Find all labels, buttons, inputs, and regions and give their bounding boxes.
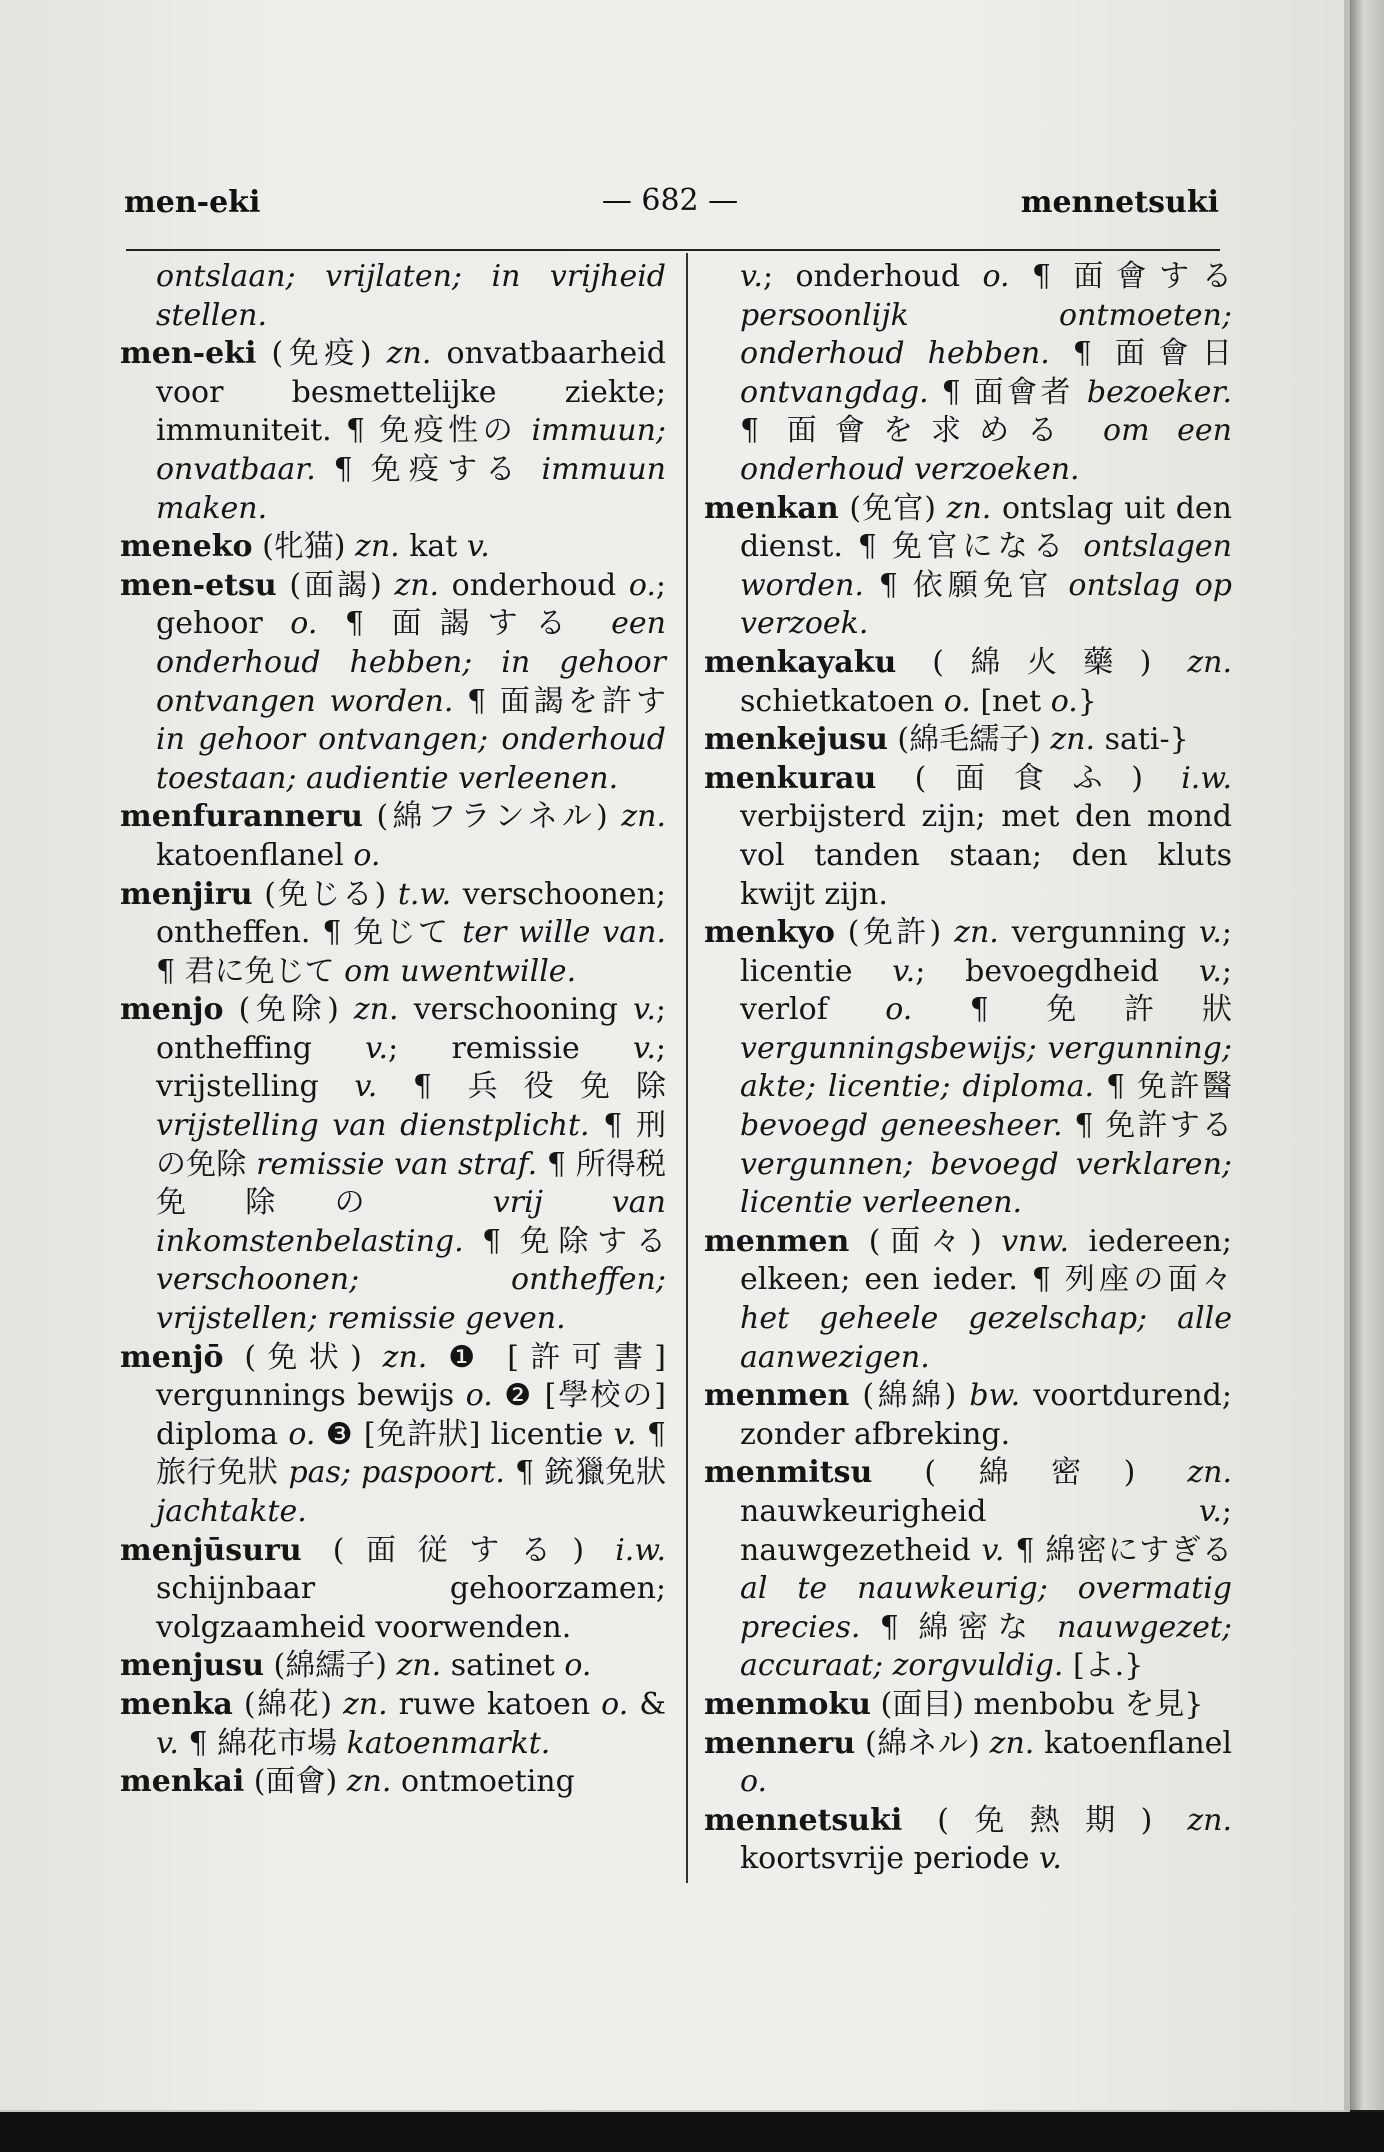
dictionary-entry — [120, 1686, 666, 1763]
dictionary-entry — [704, 1686, 1232, 1725]
dictionary-entry — [120, 991, 666, 1338]
italic-gloss: jachtakte. — [156, 1494, 307, 1529]
entry-text: (免除) — [223, 992, 354, 1028]
entry-text: ¶ 綿花市場 — [178, 1725, 347, 1761]
italic-gloss: immuun; onvatbaar. — [156, 413, 666, 487]
dictionary-entry — [704, 490, 1232, 644]
entry-text: [よ.} — [1063, 1648, 1144, 1684]
entry-text: ❷ [學校の] diploma — [156, 1378, 666, 1452]
italic-gloss: in gehoor ontvangen; onderhoud toestaan; audientie verleenen. — [156, 722, 666, 796]
headword: menkejusu — [704, 722, 888, 758]
dictionary-entry — [704, 914, 1232, 1223]
column-divider — [686, 253, 688, 1883]
left-column — [120, 258, 666, 1802]
entry-text: (面目) menbobu を見} — [871, 1686, 1204, 1722]
running-head-left: men-eki — [124, 185, 261, 220]
italic-gloss: v. — [354, 1069, 378, 1105]
entry-text: kat — [399, 529, 467, 565]
entry-text: (免疫) — [256, 336, 387, 372]
entry-text: & — [628, 1686, 666, 1722]
entry-text: ¶ 免除する — [463, 1223, 666, 1259]
headword: menmen — [704, 1378, 850, 1414]
dictionary-entry — [704, 1802, 1232, 1879]
entry-text: sati-} — [1095, 722, 1189, 758]
entry-text: (面謁) — [276, 567, 395, 603]
headword: menkai — [120, 1764, 245, 1800]
entry-text: (免官) — [838, 490, 947, 526]
italic-gloss: remissie van straf. — [256, 1146, 538, 1182]
entry-text: } — [1077, 683, 1097, 719]
italic-gloss: o. — [982, 259, 1010, 294]
dictionary-entry — [120, 335, 666, 528]
headword: menneru — [704, 1725, 856, 1761]
header-rule — [126, 249, 1220, 251]
italic-gloss: zn. — [621, 799, 666, 835]
entry-text: satinet — [441, 1648, 565, 1684]
book-edge — [1350, 0, 1384, 2110]
italic-gloss: katoenmarkt. — [346, 1725, 551, 1761]
entry-text: onderhoud — [439, 567, 629, 603]
italic-gloss: bezoeker. — [1086, 374, 1232, 410]
italic-gloss: o. — [885, 992, 913, 1028]
italic-gloss: zn. — [382, 1339, 428, 1375]
entry-text: ; ontheffing — [156, 992, 667, 1066]
italic-gloss: ontvangdag. — [740, 374, 929, 410]
entry-text: ❸ [免許狀] licentie — [315, 1416, 614, 1452]
italic-gloss: o. — [601, 1686, 629, 1722]
italic-gloss: zn. — [954, 915, 999, 951]
italic-gloss: ontslaan; vrijlaten; in vrijheid stellen. — [156, 259, 666, 333]
italic-gloss: i.w. — [615, 1532, 666, 1568]
italic-gloss: o. — [465, 1378, 493, 1414]
italic-gloss: verschoonen; ontheffen; vrijstellen; remissie geven. — [156, 1262, 666, 1337]
italic-gloss: i.w. — [1181, 760, 1232, 796]
italic-gloss: zn. — [1050, 722, 1096, 758]
italic-gloss: ter wille van. — [462, 915, 666, 951]
italic-gloss: bw. — [969, 1378, 1021, 1414]
italic-gloss: o. — [353, 837, 381, 873]
headword: men-etsu — [120, 567, 277, 603]
headword: men-eki — [120, 336, 257, 372]
entry-text: ¶ 旅行免狀 — [156, 1416, 667, 1491]
entry-text: ¶ 綿密にすぎる — [1004, 1532, 1232, 1568]
italic-gloss: o. — [943, 683, 971, 719]
dictionary-entry — [120, 1647, 666, 1686]
italic-gloss: immuun maken. — [156, 451, 666, 526]
dictionary-entry — [120, 1763, 666, 1802]
entry-text: (面會) — [244, 1764, 347, 1800]
entry-text: iedereen; elkeen; een ieder. ¶ 列座の面々 — [740, 1223, 1232, 1298]
entry-text: (面々) — [849, 1223, 1002, 1259]
entry-text: schietkatoen — [740, 683, 944, 719]
italic-gloss: zn. — [1187, 1802, 1232, 1838]
entry-text: [net — [970, 683, 1051, 719]
entry-text: (綿繻子) — [264, 1648, 397, 1684]
entry-text: koortsvrije periode — [740, 1841, 1040, 1877]
headword: menmen — [704, 1223, 850, 1259]
entry-text: ¶ 銃獵免狀 — [504, 1455, 666, 1491]
headword: menkayaku — [704, 644, 897, 680]
entry-text: ¶ 免疫する — [315, 451, 542, 487]
running-head-right: mennetsuki — [1020, 185, 1219, 220]
italic-gloss: vergunnen; bevoegd verklaren; licentie verleenen. — [740, 1146, 1232, 1221]
entry-text: ; remissie — [388, 1030, 633, 1066]
entry-text: ¶ 刑の免除 — [156, 1108, 666, 1182]
entry-text: nauwkeurigheid — [740, 1494, 1199, 1529]
headword: menfuranneru — [120, 799, 363, 835]
headword: menkurau — [704, 760, 877, 796]
entry-text: ¶ 君に免じて — [156, 953, 345, 989]
italic-gloss: o. — [1050, 683, 1078, 719]
entry-text: ; bevoegdheid — [915, 953, 1199, 989]
entry-text: ¶ 免許狀 — [912, 992, 1232, 1028]
italic-gloss: v. — [1039, 1841, 1062, 1877]
entry-text: (牝猫) — [252, 529, 356, 565]
entry-text: ¶ 面會する — [1009, 259, 1232, 294]
italic-gloss: zn. — [346, 1764, 392, 1800]
entry-text: ¶ 面謁を許す — [453, 683, 666, 719]
entry-text: ¶ 免許する — [1062, 1108, 1232, 1144]
headword: menjo — [120, 992, 224, 1028]
italic-gloss: zn. — [386, 336, 432, 372]
entry-text: schijnbaar gehoorzamen; volgzaamheid voorwenden. — [156, 1571, 666, 1645]
italic-gloss: zn. — [989, 1725, 1035, 1761]
entry-text: (綿火藥) — [896, 644, 1188, 680]
italic-gloss: v. — [632, 1030, 656, 1066]
dictionary-entry — [704, 1377, 1232, 1454]
dictionary-entry — [120, 567, 666, 799]
italic-gloss: vnw. — [1001, 1223, 1070, 1259]
dictionary-entry — [704, 1725, 1232, 1802]
italic-gloss: ontslag op verzoek. — [740, 567, 1232, 642]
entry-text: onvatbaarheid voor besmettelijke ziekte; immuniteit. ¶ 免疫性の — [156, 336, 666, 449]
entry-text: ; licentie — [740, 915, 1232, 989]
italic-gloss: het geheele gezelschap; alle aanwezigen. — [740, 1301, 1232, 1375]
entry-text: ¶ 面會者 — [928, 374, 1087, 410]
entry-text: (免じる) — [252, 876, 398, 912]
italic-gloss: zn. — [1187, 1455, 1232, 1491]
italic-gloss: zn. — [394, 567, 440, 603]
dictionary-entry — [704, 1223, 1232, 1377]
entry-text: ¶ 面會日 — [1049, 336, 1232, 372]
dictionary-entry-continuation — [120, 258, 666, 335]
italic-gloss: t.w. — [397, 876, 452, 912]
italic-gloss: pas; paspoort. — [288, 1455, 505, 1491]
italic-gloss: v. — [156, 1725, 179, 1761]
headword: menjusu — [120, 1648, 265, 1684]
dictionary-entry — [120, 876, 666, 992]
italic-gloss: ontslagen worden. — [740, 529, 1232, 603]
italic-gloss: persoonlijk ontmoeten; onderhoud hebben. — [740, 297, 1232, 372]
dictionary-entry-continuation — [704, 258, 1232, 490]
dictionary-entry — [704, 760, 1232, 914]
entry-text: voortdurend; zonder afbreking. — [740, 1378, 1232, 1452]
entry-text: (綿毛繻子) — [887, 722, 1051, 758]
entry-text: ontmoeting — [391, 1764, 575, 1800]
italic-gloss: o. — [290, 606, 318, 642]
italic-gloss: o. — [564, 1648, 592, 1684]
italic-gloss: zn. — [355, 529, 400, 565]
page-number: — 682 — — [601, 183, 739, 218]
headword: menkan — [704, 490, 839, 526]
entry-text: ontslag uit den dienst. ¶ 免官になる — [740, 490, 1232, 565]
headword: menka — [120, 1686, 233, 1722]
entry-text: ¶ 免許醫 — [1094, 1069, 1232, 1105]
entry-text: verbijsterd zijn; met den mond vol tanden staan; den kluts kwijt zijn. — [740, 799, 1232, 912]
entry-text: ¶ 綿密な — [860, 1609, 1058, 1645]
headword: menjō — [120, 1339, 224, 1375]
dictionary-entry — [704, 1454, 1232, 1686]
entry-text: vergunning — [998, 915, 1199, 951]
entry-text: (綿フランネル) — [362, 799, 622, 835]
headword: mennetsuki — [704, 1802, 903, 1838]
italic-gloss: o. — [628, 567, 656, 603]
entry-text: ¶ 面謁する — [317, 606, 612, 642]
entry-text: ¶ 兵役免除 — [377, 1069, 666, 1105]
entry-text: verschoonen; ontheffen. ¶ 免じて — [156, 876, 666, 951]
entry-text: (免熱期) — [902, 1802, 1188, 1838]
italic-gloss: v. — [740, 259, 763, 294]
italic-gloss: v. — [892, 953, 916, 989]
italic-gloss: om een onderhoud verzoeken. — [740, 413, 1232, 487]
entry-text: katoenflanel — [1034, 1725, 1233, 1761]
italic-gloss: o. — [740, 1764, 768, 1800]
background-strip — [0, 2112, 1384, 2152]
entry-text: ; nauwgezetheid — [740, 1494, 1232, 1568]
entry-text: ; vrijstelling — [156, 1030, 666, 1105]
dictionary-entry — [704, 644, 1232, 721]
entry-text: (綿ネル) — [855, 1725, 990, 1761]
italic-gloss: v. — [981, 1532, 1005, 1568]
entry-text: (面食ふ) — [876, 760, 1182, 796]
entry-text: ; onderhoud — [762, 259, 983, 294]
dictionary-entry — [120, 1339, 666, 1532]
entry-text: ruwe katoen — [387, 1686, 602, 1722]
italic-gloss: zn. — [946, 490, 992, 526]
headword: menjiru — [120, 876, 253, 912]
italic-gloss: zn. — [342, 1686, 388, 1722]
headword: menmitsu — [704, 1455, 873, 1491]
entry-text: (綿綿) — [849, 1378, 970, 1414]
italic-gloss: v. — [466, 529, 490, 565]
entry-text: verschooning — [398, 992, 633, 1028]
headword: menkyo — [704, 915, 835, 951]
italic-gloss: vrij van inkomstenbelasting. — [156, 1185, 666, 1259]
entry-text: ; gehoor — [156, 567, 666, 642]
right-column — [704, 258, 1232, 1879]
entry-text: katoenflanel — [156, 837, 354, 873]
headword: meneko — [120, 529, 253, 565]
italic-gloss: bevoegd geneesheer. — [740, 1108, 1063, 1144]
dictionary-entry — [120, 1532, 666, 1648]
entry-text: (免許) — [834, 915, 955, 951]
italic-gloss: o. — [288, 1416, 316, 1452]
italic-gloss: v. — [1198, 953, 1222, 989]
headword: menmoku — [704, 1686, 871, 1722]
italic-gloss: zn. — [396, 1648, 442, 1684]
dictionary-entry — [704, 721, 1232, 760]
italic-gloss: al te nauwkeurig; overmatig precies. — [740, 1571, 1232, 1645]
italic-gloss: v. — [365, 1030, 389, 1066]
italic-gloss: vergunningsbewijs; vergunning; akte; licentie; diploma. — [740, 1030, 1232, 1105]
entry-text: (綿密) — [872, 1455, 1188, 1491]
italic-gloss: v. — [632, 992, 656, 1028]
italic-gloss: zn. — [1187, 644, 1232, 680]
entry-text: (免状) — [223, 1339, 383, 1375]
dictionary-entry — [120, 528, 666, 567]
entry-text: ❶ [許可書] vergunnings bewijs — [156, 1339, 667, 1414]
italic-gloss: nauwgezet; accuraat; zorgvuldig. — [740, 1609, 1232, 1684]
italic-gloss: v. — [1198, 915, 1222, 951]
entry-text: ¶ 依願免官 — [863, 567, 1069, 603]
entry-text: ; verlof — [740, 953, 1232, 1028]
entry-text: ¶ 所得税免除の — [156, 1146, 666, 1221]
dictionary-entry — [120, 798, 666, 875]
italic-gloss: vrijstelling van dienstplicht. — [156, 1108, 590, 1144]
entry-text: ¶ 面會を求める — [740, 413, 1104, 449]
italic-gloss: een onderhoud hebben; in gehoor ontvangen worden. — [156, 606, 666, 719]
italic-gloss: zn. — [353, 992, 399, 1028]
italic-gloss: v. — [613, 1416, 637, 1452]
italic-gloss: v. — [1198, 1494, 1222, 1529]
italic-gloss: om uwentwille. — [344, 953, 577, 989]
headword: menjūsuru — [120, 1532, 302, 1568]
entry-text: (面従する) — [301, 1532, 616, 1568]
entry-text: (綿花) — [232, 1686, 343, 1722]
